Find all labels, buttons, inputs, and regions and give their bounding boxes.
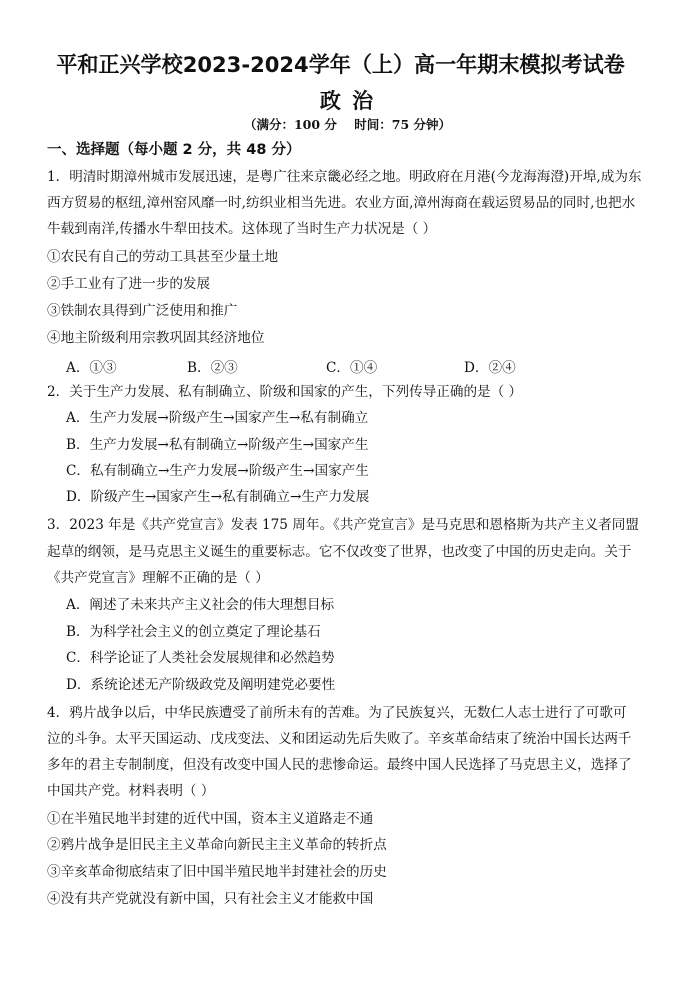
question-4-stem-line-3: 多年的君主专制制度，但没有改变中国人民的悲惨命运。最终中国人民选择了马克思主义，选择了 (47, 757, 632, 773)
question-2-option-a[interactable]: A．生产力发展→阶级产生→国家产生→私有制确立 (66, 410, 369, 426)
question-1-item-4: ④地主阶级利用宗教巩固其经济地位 (47, 330, 265, 346)
question-4-stem-line-2: 泣的斗争。太平天国运动、戊戌变法、义和团运动先后失败了。辛亥革命结束了统治中国长达两千 (47, 731, 632, 747)
question-3-stem-line-1: 3．2023 年是《共产党宣言》发表 175 周年。《共产党宣言》是马克思和恩格斯为共产主义者同盟 (47, 517, 639, 533)
question-3-stem-line-3: 《共产党宣言》理解不正确的是（ ） (47, 570, 269, 586)
question-1-stem-line-1: 1．明清时期漳州城市发展迅速，是粤广往来京畿必经之地。明政府在月港(今龙海海澄)开埠,成为东 (47, 169, 642, 185)
question-2-option-c[interactable]: C．私有制确立→生产力发展→阶级产生→国家产生 (66, 463, 369, 479)
question-3-option-c[interactable]: C．科学论证了人类社会发展规律和必然趋势 (66, 650, 335, 666)
exam-meta: （满分：100 分 时间：75 分钟） (243, 117, 452, 132)
section-title: 一、选择题（每小题 2 分，共 48 分） (47, 142, 301, 158)
question-3-option-b[interactable]: B．为科学社会主义的创立奠定了理论基石 (66, 624, 321, 640)
question-1-option-c[interactable]: C．①④ (326, 360, 378, 376)
question-3-option-d[interactable]: D．系统论述无产阶级政党及阐明建党必要性 (66, 677, 336, 693)
question-1-item-3: ③铁制农具得到广泛使用和推广 (47, 303, 238, 319)
question-3-stem-line-2: 起草的纲领，是马克思主义诞生的重要标志。它不仅改变了世界，也改变了中国的历史走向。关于 (47, 544, 632, 560)
question-1-stem-line-2: 西方贸易的枢纽,漳州窑风靡一时,纺织业相当先进。农业方面,漳州海商在载运贸易品的同时,也把水 (47, 195, 636, 211)
question-4-stem-line-1: 4．鸦片战争以后，中华民族遭受了前所未有的苦难。为了民族复兴，无数仁人志士进行了可歌可 (47, 705, 627, 721)
question-2-stem: 2．关于生产力发展、私有制确立、阶级和国家的产生，下列传导正确的是（ ） (47, 384, 523, 400)
question-2-option-b[interactable]: B．生产力发展→私有制确立→阶级产生→国家产生 (66, 437, 369, 453)
question-4-item-2: ②鸦片战争是旧民主主义革命向新民主主义革命的转折点 (47, 837, 387, 853)
exam-subject: 政 治 (319, 89, 376, 113)
question-1-stem-line-3: 牛载到南洋,传播水牛犁田技术。这体现了当时生产力状况是（ ） (47, 221, 437, 237)
question-3-option-a[interactable]: A．阐述了未来共产主义社会的伟大理想目标 (66, 597, 335, 613)
question-4-item-4: ④没有共产党就没有新中国，只有社会主义才能救中国 (47, 891, 374, 907)
question-1-option-b[interactable]: B．②③ (187, 360, 238, 376)
question-2-option-d[interactable]: D．阶级产生→国家产生→私有制确立→生产力发展 (66, 489, 370, 505)
question-4-stem-line-4: 中国共产党。材料表明（ ） (47, 783, 215, 799)
question-1-option-a[interactable]: A．①③ (66, 360, 117, 376)
question-1-item-1: ①农民有自己的劳动工具甚至少量土地 (47, 249, 279, 265)
question-1-item-2: ②手工业有了进一步的发展 (47, 276, 211, 292)
exam-title: 平和正兴学校2023-2024学年（上）高一年期末模拟考试卷 (56, 53, 625, 78)
question-4-item-3: ③辛亥革命彻底结束了旧中国半殖民地半封建社会的历史 (47, 864, 387, 880)
question-4-item-1: ①在半殖民地半封建的近代中国，资本主义道路走不通 (47, 811, 374, 827)
question-1-option-d[interactable]: D．②④ (464, 360, 516, 376)
